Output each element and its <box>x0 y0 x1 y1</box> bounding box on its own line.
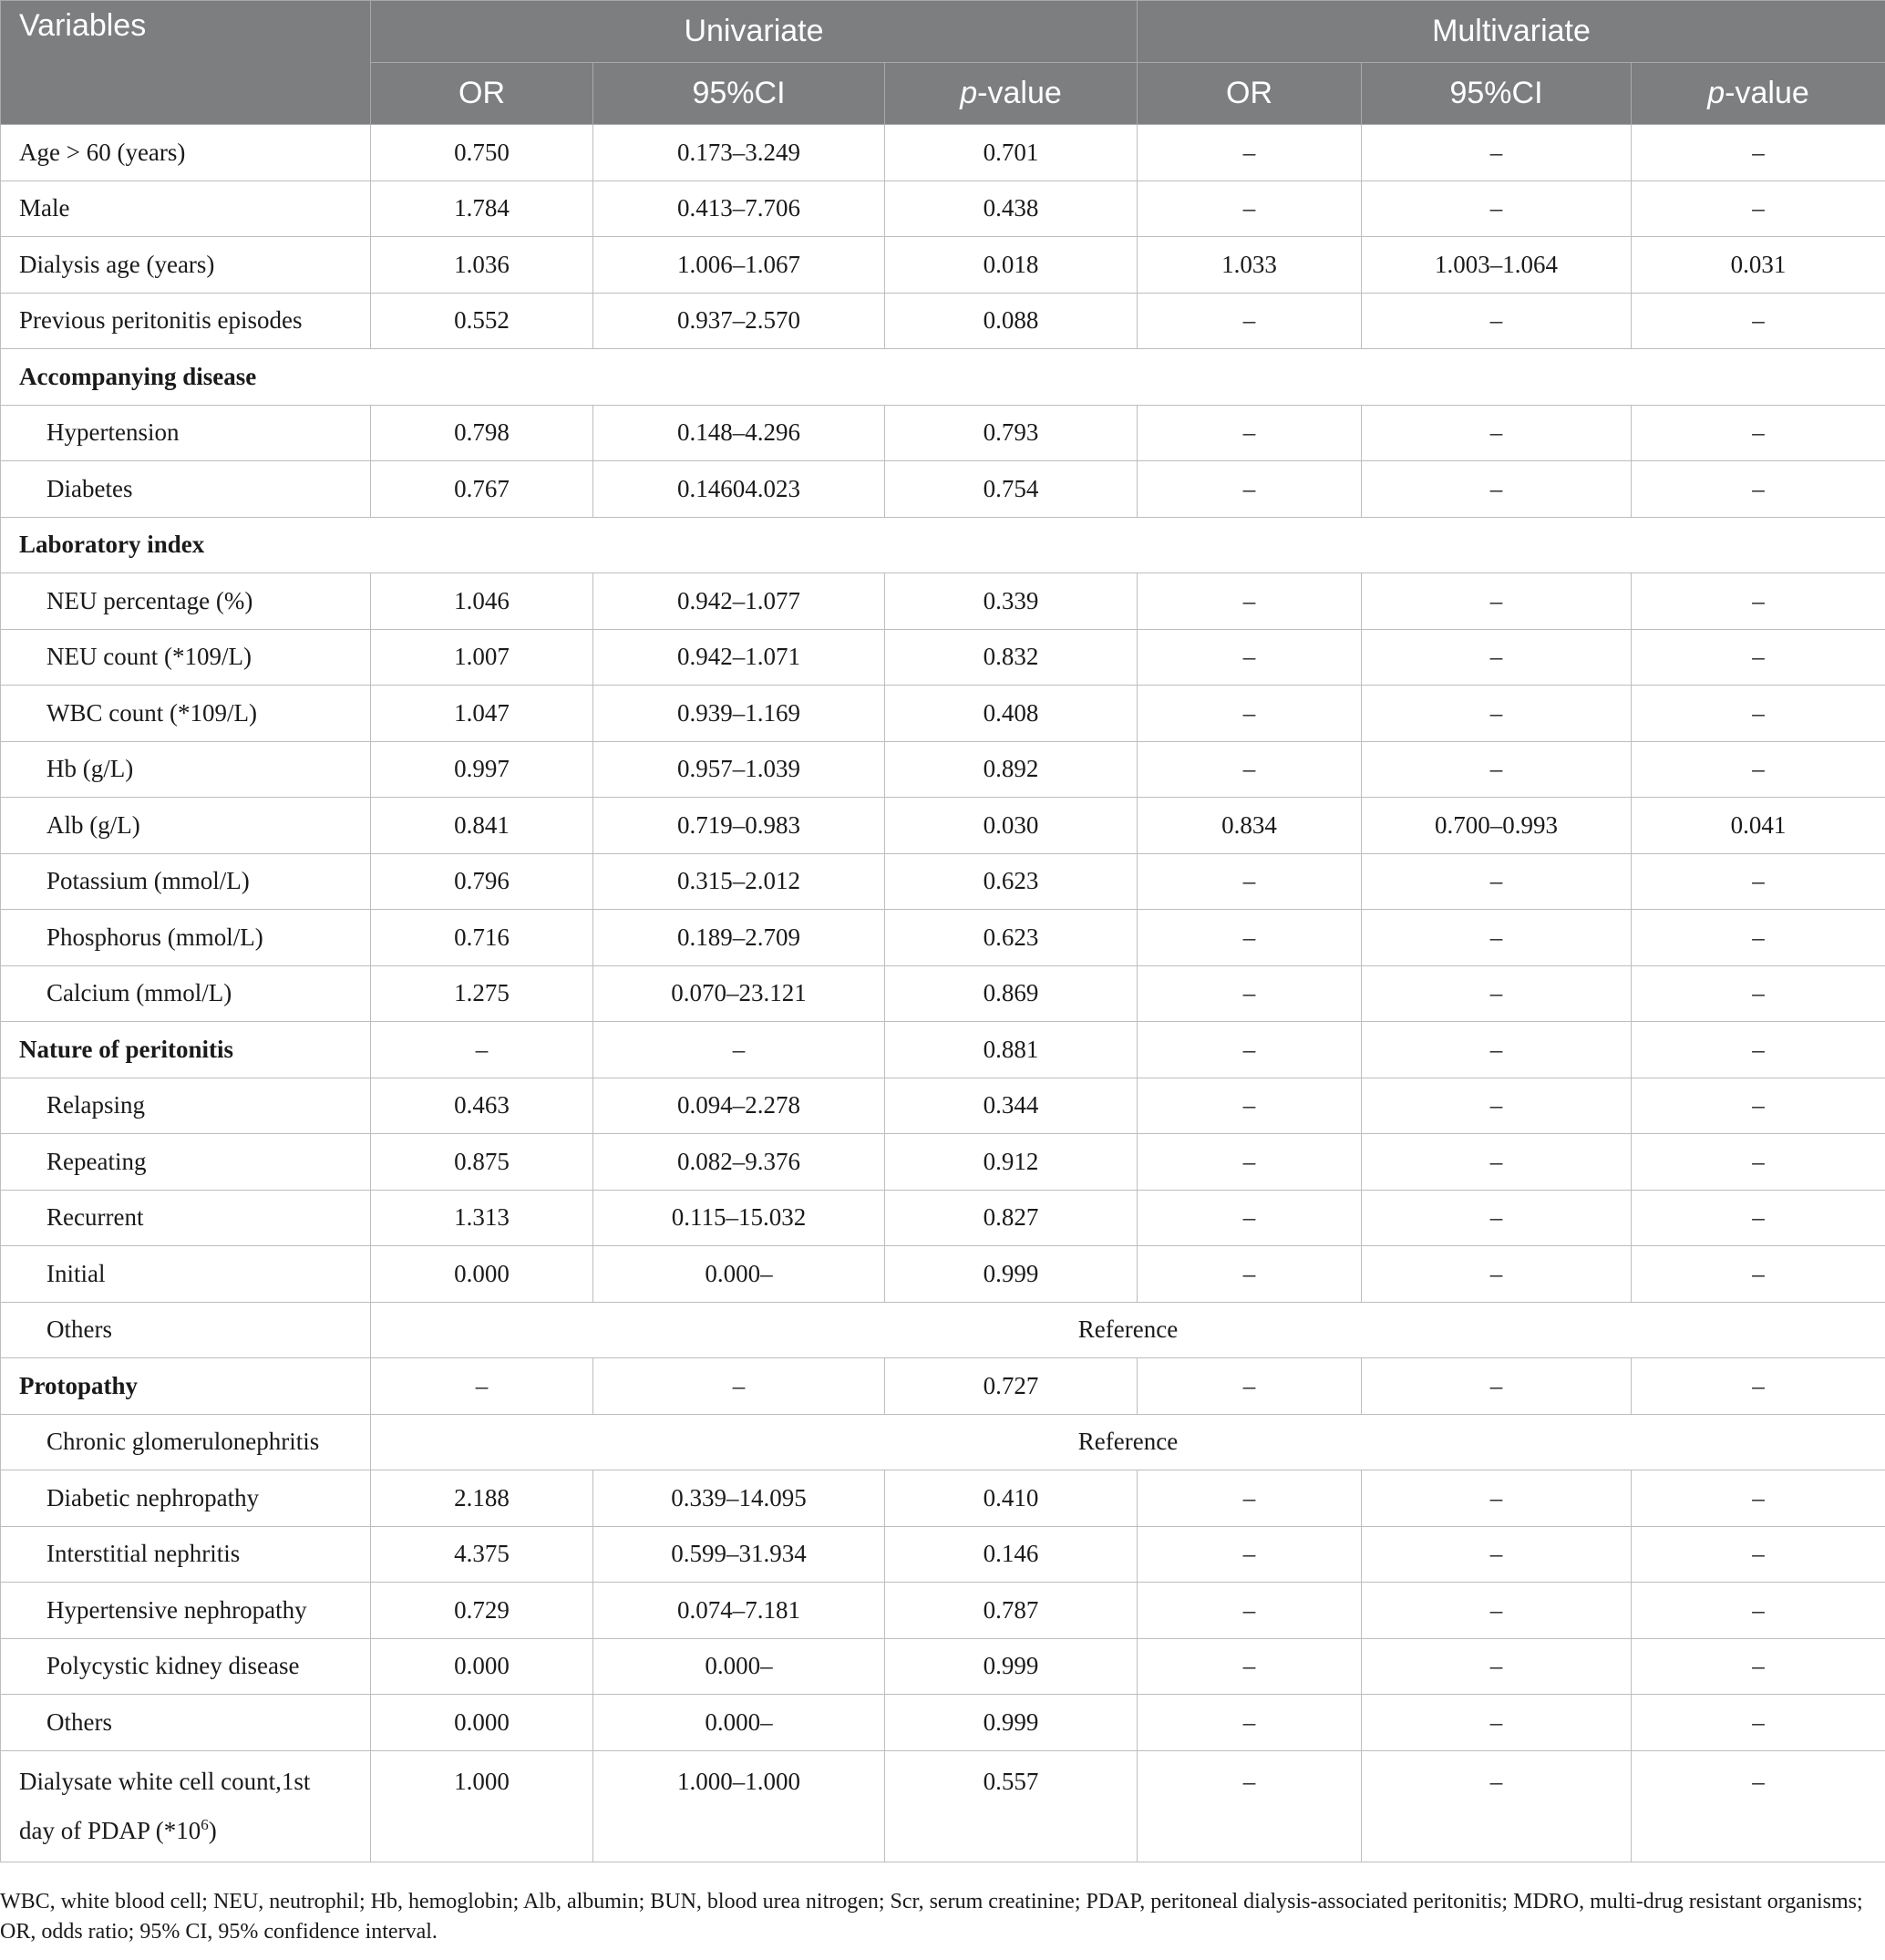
cell-m-or: – <box>1138 1190 1362 1246</box>
variable-label: Male <box>1 181 371 237</box>
cell-m-or: – <box>1138 1022 1362 1078</box>
table-row <box>1 125 1885 181</box>
cell-m-p: – <box>1632 1134 1885 1191</box>
cell-m-p: 0.031 <box>1632 237 1885 294</box>
cell-u-p: 0.701 <box>885 125 1138 181</box>
cell-u-p: 0.146 <box>885 1526 1138 1583</box>
table-row <box>1 349 1885 406</box>
variable-label: Polycystic kidney disease <box>1 1638 371 1695</box>
cell-u-p: 0.623 <box>885 910 1138 966</box>
cell-u-or: 1.784 <box>371 181 593 237</box>
cell-u-ci: – <box>593 1022 885 1078</box>
cell-m-ci: – <box>1362 573 1632 630</box>
cell-u-p: 0.787 <box>885 1583 1138 1639</box>
cell-u-ci: 0.939–1.169 <box>593 686 885 742</box>
cell-m-or: – <box>1138 1526 1362 1583</box>
cell-m-or: – <box>1138 461 1362 518</box>
cell-m-ci: – <box>1362 1246 1632 1303</box>
header-variables: Variables <box>1 1 371 125</box>
table-footnote: WBC, white blood cell; NEU, neutrophil; Hb, hemoglobin; Alb, albumin; BUN, blood urea nitrogen; Scr, serum creatinine; PDAP, peritoneal dialysis-associated peritonitis; MDRO, multi-drug resistant organisms; OR, odds ratio; 95% CI, 95% confidence interval. <box>0 1890 1863 1944</box>
cell-m-or: – <box>1138 629 1362 686</box>
cell-u-or: 2.188 <box>371 1470 593 1527</box>
cell-m-or: – <box>1138 1134 1362 1191</box>
variable-label: Diabetic nephropathy <box>1 1470 371 1527</box>
cell-m-ci: – <box>1362 1750 1632 1862</box>
cell-u-ci: 1.000–1.000 <box>593 1750 885 1862</box>
cell-u-or: 0.000 <box>371 1638 593 1695</box>
table-row <box>1 910 1885 966</box>
cell-u-ci: 0.942–1.077 <box>593 573 885 630</box>
cell-m-p: – <box>1632 1583 1885 1639</box>
cell-m-or: – <box>1138 1470 1362 1527</box>
cell-m-p: – <box>1632 965 1885 1022</box>
cell-m-p: – <box>1632 853 1885 910</box>
variable-label: WBC count (*109/L) <box>1 686 371 742</box>
table-row <box>1 1750 1885 1862</box>
variable-label: Hypertension <box>1 405 371 461</box>
cell-u-or: 0.798 <box>371 405 593 461</box>
cell-m-ci: – <box>1362 1526 1632 1583</box>
cell-m-ci: – <box>1362 1022 1632 1078</box>
variable-label: Repeating <box>1 1134 371 1191</box>
table-row <box>1 1358 1885 1415</box>
cell-u-ci: 0.000– <box>593 1695 885 1751</box>
cell-u-or: 0.463 <box>371 1078 593 1134</box>
cell-m-or: – <box>1138 573 1362 630</box>
cell-u-ci: 0.937–2.570 <box>593 293 885 349</box>
variable-label: NEU percentage (%) <box>1 573 371 630</box>
cell-u-ci: 1.006–1.067 <box>593 237 885 294</box>
cell-u-or: 0.552 <box>371 293 593 349</box>
cell-u-or: 0.767 <box>371 461 593 518</box>
cell-u-p: 0.438 <box>885 181 1138 237</box>
cell-u-p: 0.793 <box>885 405 1138 461</box>
cell-m-ci: – <box>1362 293 1632 349</box>
cell-u-p: 0.869 <box>885 965 1138 1022</box>
table-row <box>1 461 1885 518</box>
cell-u-p: 0.339 <box>885 573 1138 630</box>
cell-m-or: – <box>1138 293 1362 349</box>
cell-m-or: – <box>1138 1750 1362 1862</box>
cell-m-or: 0.834 <box>1138 798 1362 854</box>
variable-label: Age > 60 (years) <box>1 125 371 181</box>
variable-label: Interstitial nephritis <box>1 1526 371 1583</box>
cell-u-p: 0.999 <box>885 1246 1138 1303</box>
exponent: 6 <box>201 1816 209 1833</box>
cell-u-p: 0.832 <box>885 629 1138 686</box>
header-multivariate-or: OR <box>1138 63 1362 125</box>
cell-u-p: 0.088 <box>885 293 1138 349</box>
variable-label <box>1 1750 371 1862</box>
variable-label: Recurrent <box>1 1190 371 1246</box>
header-multivariate: Multivariate <box>1138 1 1885 63</box>
cell-m-or: – <box>1138 965 1362 1022</box>
cell-m-p: – <box>1632 125 1885 181</box>
table-row <box>1 1695 1885 1751</box>
cell-u-or: 1.046 <box>371 573 593 630</box>
cell-u-or: – <box>371 1358 593 1415</box>
cell-u-ci: 0.413–7.706 <box>593 181 885 237</box>
cell-u-or: 0.796 <box>371 853 593 910</box>
header-p-suffix: -value <box>977 76 1062 110</box>
cell-u-or: 0.729 <box>371 1583 593 1639</box>
cell-u-p: 0.030 <box>885 798 1138 854</box>
table-row <box>1 1526 1885 1583</box>
variable-label: Alb (g/L) <box>1 798 371 854</box>
variable-label: Others <box>1 1302 371 1358</box>
cell-u-or: 1.047 <box>371 686 593 742</box>
cell-u-ci: 0.000– <box>593 1246 885 1303</box>
cell-m-p: – <box>1632 910 1885 966</box>
table-row <box>1 1470 1885 1527</box>
cell-m-or: – <box>1138 853 1362 910</box>
table-row <box>1 1583 1885 1639</box>
cell-m-or: – <box>1138 741 1362 798</box>
table-row <box>1 405 1885 461</box>
cell-u-p: 0.344 <box>885 1078 1138 1134</box>
table-row <box>1 1302 1885 1358</box>
cell-m-or: – <box>1138 910 1362 966</box>
cell-m-or: – <box>1138 1078 1362 1134</box>
variable-label: Chronic glomerulonephritis <box>1 1414 371 1470</box>
variable-label-end: ) <box>208 1817 217 1844</box>
cell-m-or: – <box>1138 125 1362 181</box>
table-row <box>1 293 1885 349</box>
variable-label: Phosphorus (mmol/L) <box>1 910 371 966</box>
table-row <box>1 1638 1885 1695</box>
table-row <box>1 1078 1885 1134</box>
cell-m-p: – <box>1632 1246 1885 1303</box>
table-row <box>1 237 1885 294</box>
cell-u-or: 4.375 <box>371 1526 593 1583</box>
cell-u-ci: 0.000– <box>593 1638 885 1695</box>
variable-label: Calcium (mmol/L) <box>1 965 371 1022</box>
cell-u-p: 0.727 <box>885 1358 1138 1415</box>
cell-u-p: 0.827 <box>885 1190 1138 1246</box>
cell-u-or: 0.875 <box>371 1134 593 1191</box>
cell-m-p: – <box>1632 461 1885 518</box>
cell-u-or: 0.750 <box>371 125 593 181</box>
cell-m-ci: – <box>1362 1583 1632 1639</box>
cell-u-or: 0.841 <box>371 798 593 854</box>
table-row <box>1 1022 1885 1078</box>
variable-label: Relapsing <box>1 1078 371 1134</box>
section-label: Protopathy <box>1 1358 371 1415</box>
table-row <box>1 1246 1885 1303</box>
cell-m-p: – <box>1632 1470 1885 1527</box>
cell-m-or: – <box>1138 1695 1362 1751</box>
cell-u-ci: – <box>593 1358 885 1415</box>
cell-m-p: – <box>1632 1750 1885 1862</box>
cell-m-p: – <box>1632 1526 1885 1583</box>
cell-u-ci: 0.942–1.071 <box>593 629 885 686</box>
cell-m-or: – <box>1138 405 1362 461</box>
cell-m-p: – <box>1632 1022 1885 1078</box>
cell-u-p: 0.999 <box>885 1695 1138 1751</box>
cell-m-ci: – <box>1362 629 1632 686</box>
cell-u-p: 0.018 <box>885 237 1138 294</box>
cell-m-p: – <box>1632 1638 1885 1695</box>
cell-u-ci: 0.082–9.376 <box>593 1134 885 1191</box>
cell-m-p: – <box>1632 741 1885 798</box>
header-p-italic: p <box>1707 76 1725 110</box>
table-row <box>1 517 1885 573</box>
variable-label: Initial <box>1 1246 371 1303</box>
cell-m-p: – <box>1632 1078 1885 1134</box>
cell-m-ci: – <box>1362 965 1632 1022</box>
cell-u-p: 0.881 <box>885 1022 1138 1078</box>
variable-label-line1: Dialysate white cell count,1st <box>19 1768 311 1795</box>
cell-m-p: – <box>1632 1358 1885 1415</box>
variable-label: NEU count (*109/L) <box>1 629 371 686</box>
table-row <box>1 686 1885 742</box>
cell-m-p: – <box>1632 1190 1885 1246</box>
cell-u-or: 0.000 <box>371 1246 593 1303</box>
cell-m-or: – <box>1138 686 1362 742</box>
table-row <box>1 965 1885 1022</box>
cell-m-ci: – <box>1362 910 1632 966</box>
cell-u-or: 1.007 <box>371 629 593 686</box>
cell-m-or: – <box>1138 1246 1362 1303</box>
cell-u-ci: 0.957–1.039 <box>593 741 885 798</box>
table-row <box>1 853 1885 910</box>
cell-u-or: 0.000 <box>371 1695 593 1751</box>
header-p-suffix: -value <box>1725 76 1809 110</box>
table-row <box>1 1414 1885 1470</box>
cell-u-or: 1.275 <box>371 965 593 1022</box>
reference-cell: Reference <box>371 1302 1885 1358</box>
variable-label: Diabetes <box>1 461 371 518</box>
cell-u-ci: 0.599–31.934 <box>593 1526 885 1583</box>
cell-m-or: – <box>1138 1638 1362 1695</box>
cell-m-ci: – <box>1362 1190 1632 1246</box>
cell-m-ci: – <box>1362 181 1632 237</box>
variable-label: Others <box>1 1695 371 1751</box>
cell-m-ci: 1.003–1.064 <box>1362 237 1632 294</box>
header-univariate-p <box>885 63 1138 125</box>
table-row <box>1 1190 1885 1246</box>
cell-u-ci: 0.173–3.249 <box>593 125 885 181</box>
cell-u-ci: 0.719–0.983 <box>593 798 885 854</box>
cell-m-p: – <box>1632 629 1885 686</box>
cell-m-ci: – <box>1362 1134 1632 1191</box>
cell-u-p: 0.754 <box>885 461 1138 518</box>
cell-u-ci: 0.339–14.095 <box>593 1470 885 1527</box>
cell-u-ci: 0.148–4.296 <box>593 405 885 461</box>
cell-u-p: 0.410 <box>885 1470 1138 1527</box>
header-multivariate-ci: 95%CI <box>1362 63 1632 125</box>
cell-u-p: 0.999 <box>885 1638 1138 1695</box>
cell-m-p: – <box>1632 405 1885 461</box>
cell-u-or: 1.313 <box>371 1190 593 1246</box>
header-univariate: Univariate <box>371 1 1138 63</box>
table-row <box>1 1134 1885 1191</box>
cell-u-or: 1.036 <box>371 237 593 294</box>
cell-m-ci: – <box>1362 405 1632 461</box>
cell-m-or: 1.033 <box>1138 237 1362 294</box>
table-row <box>1 181 1885 237</box>
cell-u-or: – <box>371 1022 593 1078</box>
table-header <box>1 1 1885 125</box>
cell-u-or: 1.000 <box>371 1750 593 1862</box>
cell-m-or: – <box>1138 1358 1362 1415</box>
cell-m-ci: – <box>1362 1695 1632 1751</box>
cell-u-ci: 0.094–2.278 <box>593 1078 885 1134</box>
table-row <box>1 798 1885 854</box>
cell-u-p: 0.912 <box>885 1134 1138 1191</box>
table-row <box>1 629 1885 686</box>
cell-m-ci: 0.700–0.993 <box>1362 798 1632 854</box>
variable-label: Dialysis age (years) <box>1 237 371 294</box>
table-row <box>1 741 1885 798</box>
cell-u-or: 0.997 <box>371 741 593 798</box>
cell-u-ci: 0.070–23.121 <box>593 965 885 1022</box>
cell-m-p: – <box>1632 686 1885 742</box>
header-multivariate-p <box>1632 63 1885 125</box>
section-label: Accompanying disease <box>1 349 1885 406</box>
cell-m-p: – <box>1632 181 1885 237</box>
section-label: Laboratory index <box>1 517 1885 573</box>
cell-m-ci: – <box>1362 853 1632 910</box>
cell-u-p: 0.557 <box>885 1750 1138 1862</box>
variable-label-line2: day of PDAP (*10 <box>19 1817 201 1844</box>
variable-label: Potassium (mmol/L) <box>1 853 371 910</box>
cell-u-ci: 0.315–2.012 <box>593 853 885 910</box>
cell-u-p: 0.408 <box>885 686 1138 742</box>
variable-label: Hb (g/L) <box>1 741 371 798</box>
cell-m-ci: – <box>1362 125 1632 181</box>
cell-m-or: – <box>1138 181 1362 237</box>
cell-m-p: 0.041 <box>1632 798 1885 854</box>
table-body <box>1 125 1885 1862</box>
reference-cell: Reference <box>371 1414 1885 1470</box>
cell-m-ci: – <box>1362 1078 1632 1134</box>
cell-m-ci: – <box>1362 1358 1632 1415</box>
cell-m-p: – <box>1632 573 1885 630</box>
cell-m-ci: – <box>1362 1470 1632 1527</box>
cell-m-ci: – <box>1362 1638 1632 1695</box>
cell-m-ci: – <box>1362 461 1632 518</box>
cell-m-ci: – <box>1362 741 1632 798</box>
variable-label: Hypertensive nephropathy <box>1 1583 371 1639</box>
cell-u-or: 0.716 <box>371 910 593 966</box>
cell-u-ci: 0.115–15.032 <box>593 1190 885 1246</box>
cell-m-p: – <box>1632 293 1885 349</box>
header-p-italic: p <box>960 76 978 110</box>
cell-u-ci: 0.074–7.181 <box>593 1583 885 1639</box>
header-univariate-or: OR <box>371 63 593 125</box>
cell-u-p: 0.623 <box>885 853 1138 910</box>
header-univariate-ci: 95%CI <box>593 63 885 125</box>
cell-m-or: – <box>1138 1583 1362 1639</box>
table-row <box>1 573 1885 630</box>
cell-u-ci: 0.189–2.709 <box>593 910 885 966</box>
cell-u-ci: 0.14604.023 <box>593 461 885 518</box>
cell-u-p: 0.892 <box>885 741 1138 798</box>
cell-m-ci: – <box>1362 686 1632 742</box>
cell-m-p: – <box>1632 1695 1885 1751</box>
variable-label: Previous peritonitis episodes <box>1 293 371 349</box>
section-label: Nature of peritonitis <box>1 1022 371 1078</box>
